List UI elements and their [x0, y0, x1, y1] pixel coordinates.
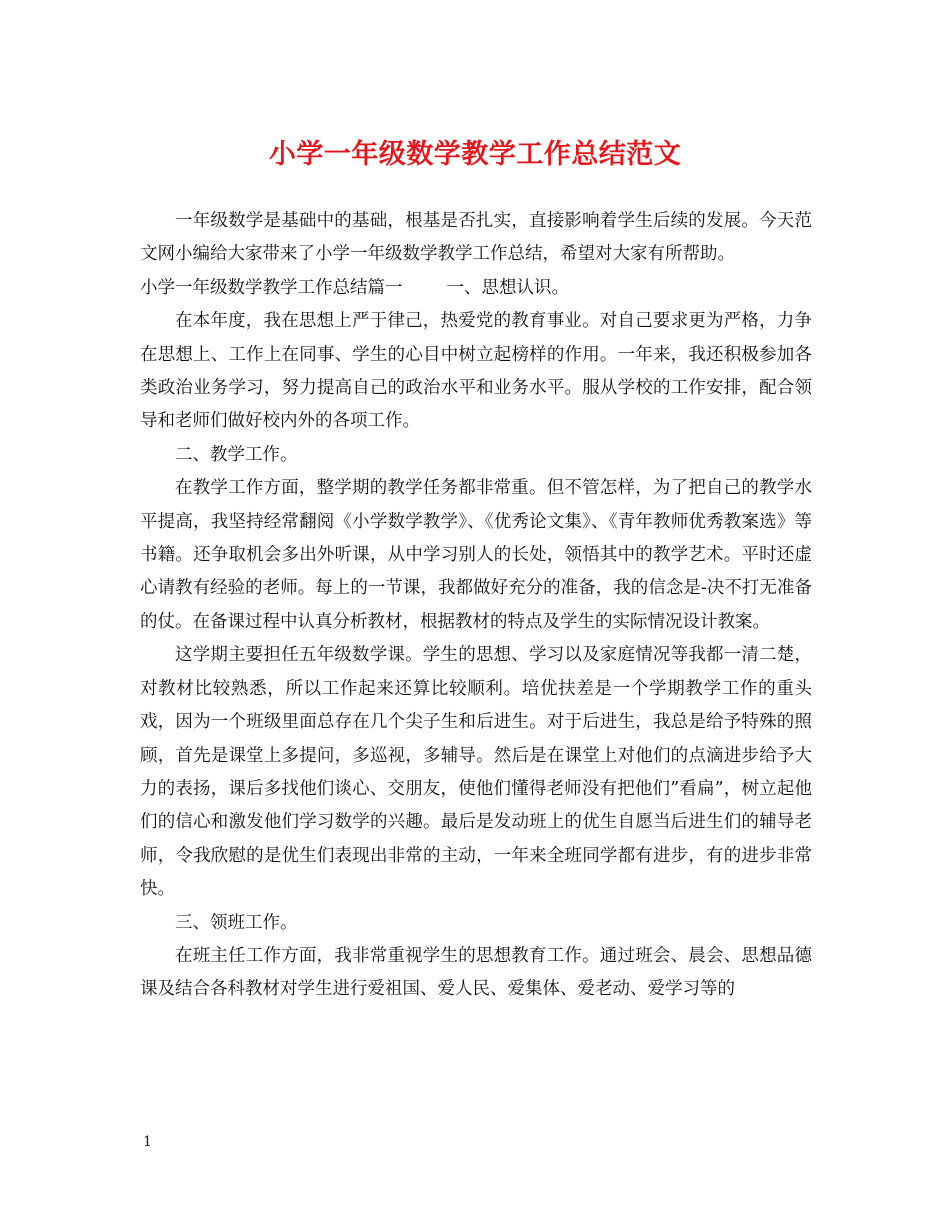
section-heading-3: 三、领班工作。: [175, 912, 298, 933]
section-heading-line: [140, 272, 812, 305]
paragraph: 在本年度，我在思想上严于律己，热爱党的教育事业。对自己要求更为严格，力争在思想上、工作上在同事、学生的心目中树立起榜样的作用。一年来，我还积极参加各类政治业务学习，努力提高自己的政治水平和业务水平。服从学校的工作安排，配合领导和老师们做好校内外的各项工作。: [140, 311, 812, 432]
page-number: 1: [143, 1134, 152, 1150]
section-heading-2: 二、教学工作。: [175, 444, 298, 465]
intro-paragraph: 一年级数学是基础中的基础，根基是否扎实，直接影响着学生后续的发展。今天范文网小编给大家带来了小学一年级数学教学工作总结，希望对大家有所帮助。: [140, 211, 812, 265]
paragraph: 在班主任工作方面，我非常重视学生的思想教育工作。通过班会、晨会、思想品德课及结合各科教材对学生进行爱祖国、爱人民、爱集体、爱老动、爱学习等的: [140, 945, 812, 1000]
section-heading-1: 一、思想认识。: [446, 277, 569, 298]
article-heading: 小学一年级数学教学工作总结篇一: [140, 277, 403, 298]
document-title: 小学一年级数学教学工作总结范文: [268, 139, 682, 170]
paragraph: 这学期主要担任五年级数学课。学生的思想、学习以及家庭情况等我都一清二楚，对教材比较熟悉，所以工作起来还算比较顺利。培优扶差是一个学期教学工作的重头戏，因为一个班级里面总存在几个尖子生和后进生。对于后进生，我总是给予特殊的照顾，首先是课堂上多提问，多巡视，多辅导。然后是在课堂上对他们的点滴进步给予大力的表扬，课后多找他们谈心、交朋友，使他们懂得老师没有把他们”看扁”，树立起他们的信心和激发他们学习数学的兴趣。最后是发动班上的优生自愿当后进生们的辅导老师，令我欣慰的是优生们表现出非常的主动，一年来全班同学都有进步，有的进步非常快。: [140, 645, 812, 900]
document-body: [140, 205, 812, 1007]
paragraph: 在教学工作方面，整学期的教学任务都非常重。但不管怎样，为了把自己的教学水平提高，我坚持经常翻阅《小学数学教学》、《优秀论文集》、《青年教师优秀教案选》等书籍。还争取机会多出外听课，从中学习别人的长处，领悟其中的教学艺术。平时还虚心请教有经验的老师。每上的一节课，我都做好充分的准备，我的信念是-决不打无准备的仗。在备课过程中认真分析教材，根据教材的特点及学生的实际情况设计教案。: [140, 478, 812, 632]
